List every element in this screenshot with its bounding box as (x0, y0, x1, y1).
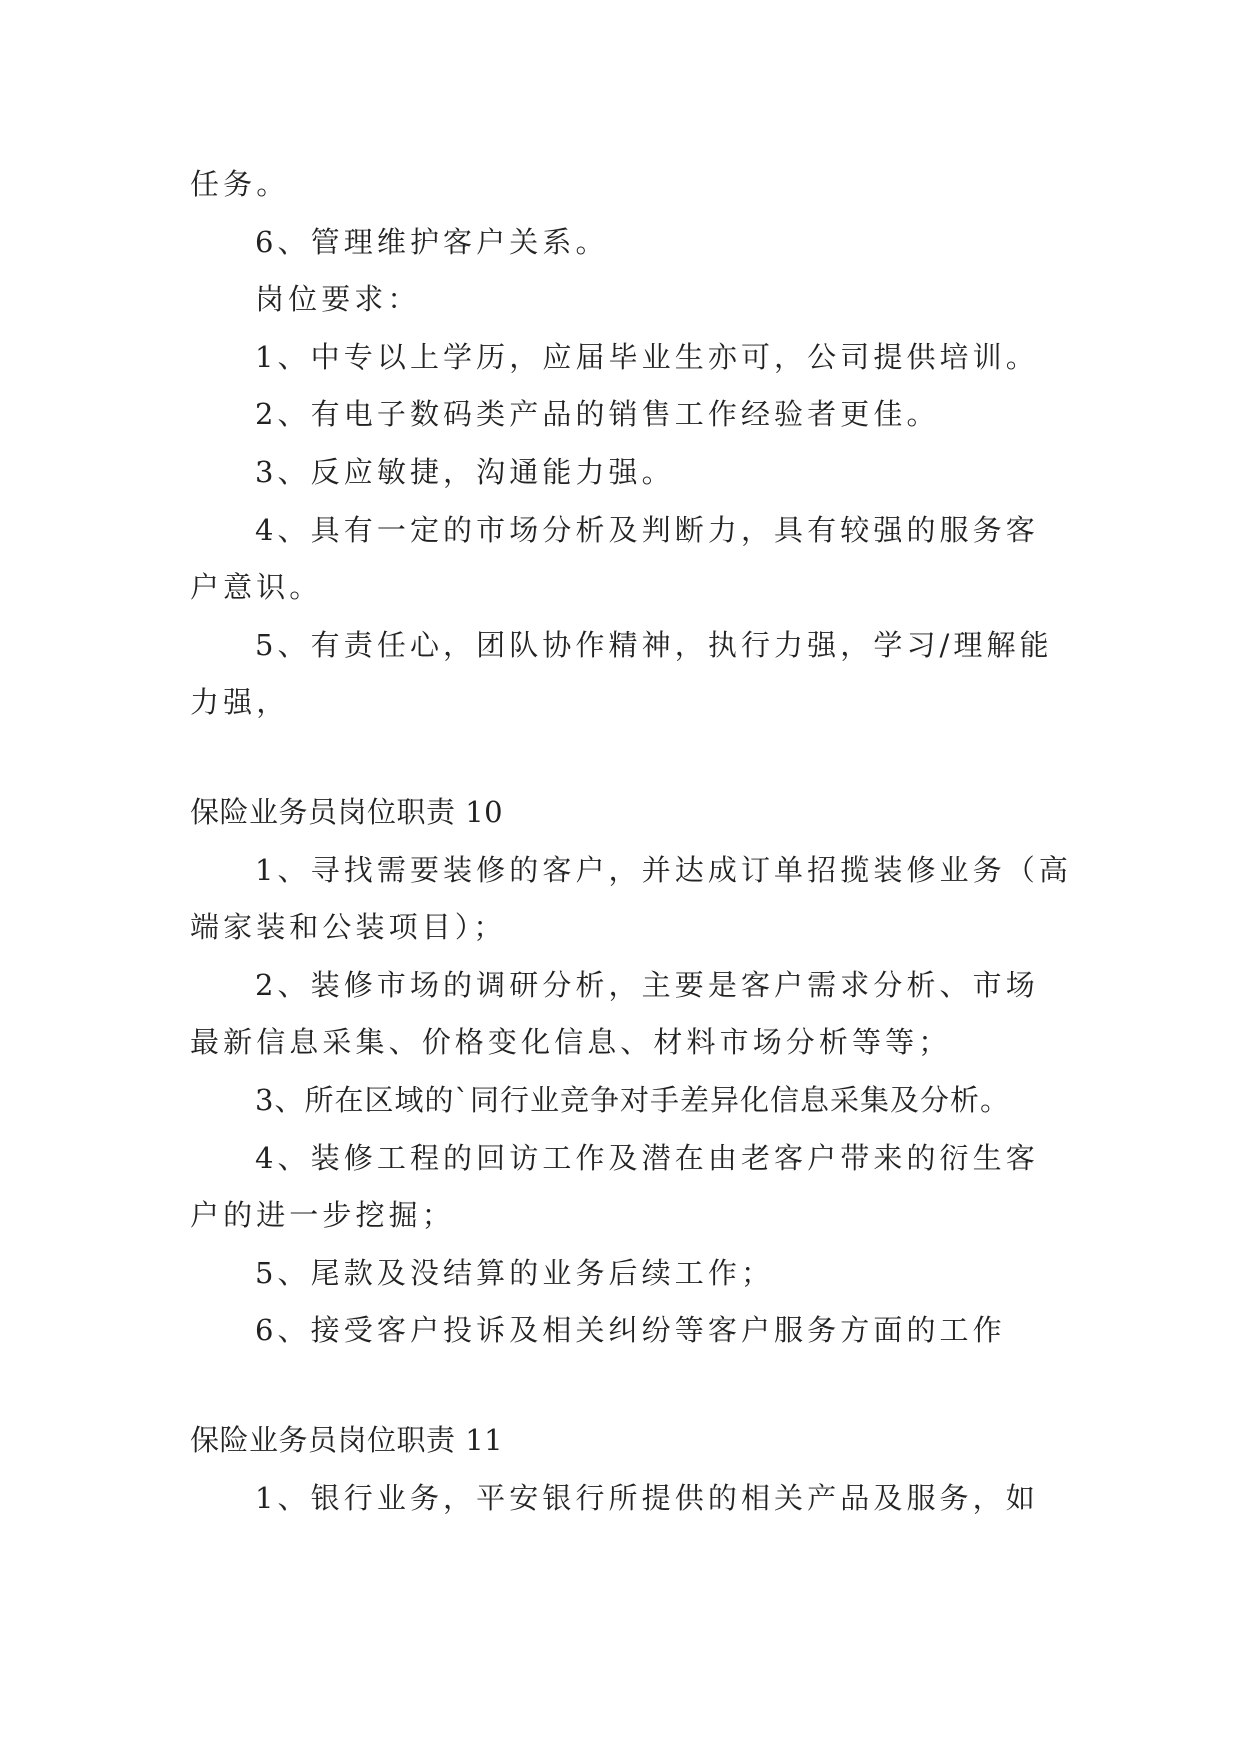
paragraph-line: 6、接受客户投诉及相关纠纷等客户服务方面的工作 (255, 1313, 1006, 1348)
job-duties-section-10 (190, 784, 1072, 1360)
job-duties-section-11 (190, 1412, 1050, 1527)
paragraph-line: 3、所在区域的`同行业竞争对手差异化信息采集及分析。 (255, 1082, 1010, 1117)
paragraph-line: 户意识。 (190, 570, 323, 605)
paragraph-line: 6、管理维护客户关系。 (255, 224, 609, 259)
paragraph-line: 端家装和公装项目）； (190, 910, 507, 945)
job-requirements-section (190, 156, 1053, 732)
paragraph-line: 户的进一步挖掘； (190, 1198, 455, 1233)
paragraph-line: 4、具有一定的市场分析及判断力，具有较强的服务客 (255, 512, 1039, 547)
paragraph-line: 2、有电子数码类产品的销售工作经验者更佳。 (255, 397, 940, 432)
section-heading: 保险业务员岗位职责 10 (190, 795, 504, 829)
paragraph-line: 2、装修市场的调研分析，主要是客户需求分析、市场 (255, 967, 1039, 1002)
paragraph-line: 5、有责任心，团队协作精神，执行力强，学习/理解能 (255, 627, 1053, 662)
paragraph-line: 1、银行业务，平安银行所提供的相关产品及服务，如 (255, 1480, 1039, 1515)
paragraph-line: 最新信息采集、价格变化信息、材料市场分析等等； (190, 1025, 952, 1060)
paragraph-line: 任务。 (190, 167, 290, 201)
paragraph-line: 5、尾款及没结算的业务后续工作； (255, 1255, 775, 1290)
paragraph-line: 4、装修工程的回访工作及潜在由老客户带来的衍生客 (255, 1140, 1039, 1175)
section-heading: 保险业务员岗位职责 11 (190, 1423, 504, 1457)
section-label: 岗位要求： (255, 282, 421, 317)
paragraph-line: 力强， (190, 685, 290, 720)
paragraph-line: 1、中专以上学历，应届毕业生亦可，公司提供培训。 (255, 339, 1039, 374)
paragraph-line: 1、寻找需要装修的客户，并达成订单招揽装修业务（高 (255, 852, 1072, 887)
paragraph-line: 3、反应敏捷，沟通能力强。 (255, 454, 675, 489)
